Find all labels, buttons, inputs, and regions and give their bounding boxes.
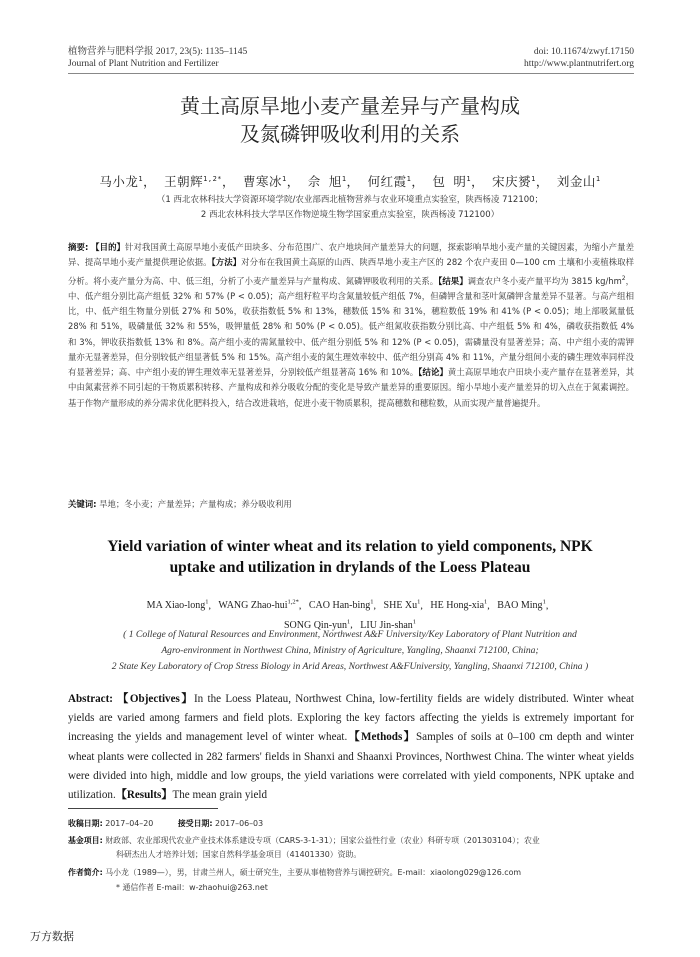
objectives-en: In the Loess Plateau, Northwest China, low-fertility fields are widely distributed. Winter wheat yields are varied among farmers and field plots. Exploring the key factors affecting the yields is extremely important for increasing the yields and management level of winter wheat.: [68, 693, 635, 744]
accepted-date: 2017–06–03: [215, 819, 264, 828]
journal-url[interactable]: http://www.plantnutrifert.org: [523, 59, 634, 69]
author-en: BAO Ming$^1$: [497, 599, 546, 612]
author-en: WANG Zhao-hui$^{1,2*}$: [218, 599, 299, 612]
footnote-corresponding: * 通信作者 E-mail：w-zhaohui@263.net: [116, 883, 268, 892]
footnote-dates: 收稿日期: 2017–04–20 接受日期: 2017–06–03: [68, 819, 264, 828]
author-en: HE Hong-xia$^1$: [430, 599, 488, 612]
objective-cn: 针对我国黄土高原旱地小麦低产田块多、分布范围广、农户地块间产量差异大的问题，探索影响旱地小麦产量的关键因素，为缩小产量差异、提高旱地小麦产量提供理论依据。: [68, 242, 634, 268]
affiliation-en: ( 1 College of Natural Resources and Environment, Northwest A&F University/Key Laboratory of Plant Nutrition and Agro-environment in Northwest China, Ministry of Agriculture, Yangling, Shaanxi 712100, China; 2 State Key Laboratory of Crop Stress Biology in Arid Areas, Northwest A&FUniversity, Yangling, Shaanxi 712100, China ): [111, 629, 589, 672]
abstract-cn-label: 摘要:: [68, 242, 89, 252]
conclusion-cn: 黄土高原旱地农户田块小麦产量存在显著差异，其中由氮素营养不同引起的干物质累积转移、产量构成和养分吸收分配的变化是导致产量差异的重要原因。缩小旱地小麦产量差异的切入点在于氮素调控。基于作物产量形成的养分需求优化肥料投入，结合改进栽培，促进小麦干物质累积，提高穗数和穗粒数，从而实现产量普遍提升。: [68, 367, 635, 408]
author-en: CAO Han-bing$^1$: [308, 599, 374, 612]
author-cn: 宋庆赟$^1$: [492, 174, 536, 189]
journal-name-en: Journal of Plant Nutrition and Fertilizer: [68, 59, 219, 69]
footnote-divider: [68, 808, 218, 809]
results-en: The mean grain yield: [172, 789, 268, 802]
methods-tag-en: 【Methods】: [347, 731, 416, 744]
author-en: SHE Xu$^1$: [383, 599, 421, 612]
author-cn: 马小龙$^1$: [99, 174, 144, 189]
results-tag-cn: 【结果】: [438, 275, 468, 286]
methods-en: Samples of soils at 0–100 cm depth and winter wheat plants were collected in 282 farmers' fields in Shanxi and Shaanxi Provinces, Northwest China. The winter wheat yields were divided into high, middle and low groups, the yield variations were correlated with yield components, NPK uptake and utilization.: [68, 731, 634, 802]
journal-name-cn: 植物营养与肥料学报 2017, 23(5): 1135–1145: [68, 47, 248, 57]
received-date: 2017–04–20: [105, 819, 154, 828]
objectives-tag-en: 【Objectives】: [117, 693, 194, 705]
keywords-cn-text: 旱地；冬小麦；产量差异；产量构成；养分吸收利用: [99, 499, 292, 509]
methods-tag-cn: 【方法】: [211, 257, 242, 268]
author-en: MA Xiao-long$^1$: [146, 599, 209, 612]
objective-tag-cn: 【目的】: [91, 242, 126, 252]
author-cn: 刘金山$^1$: [556, 174, 601, 189]
title-cn-line1: 黄土高原旱地小麦产量差异与产量构成: [180, 94, 520, 118]
title-cn: [0, 92, 700, 148]
title-en: [0, 536, 700, 578]
author-cn: 佘 旭$^1$: [307, 174, 347, 189]
footnote-funding: 基金项目: 财政部、农业部现代农业产业技术体系建设专项（CARS-3-1-31）；国家公益性行业（农业）科研专项（201303104）；农业 科研杰出人才培养计划；国家自然科学基金项目（41401330）资助。: [68, 836, 540, 859]
abstract-en-label: Abstract:: [68, 693, 113, 705]
conclusion-tag-cn: 【结论】: [418, 367, 448, 378]
results-cn-b: ，中、低产组分别比高产组低 32% 和 57% (P < 0.05)；高产组籽粒平均含氮量较低产组低 7%，但磷钾含量和茎叶氮磷钾含量差异不显著。与高产组相比，中、低产组生物量分别低 27% 和 50%，收获指数低 5% 和 13%，穗数低 15% 和 31%，穗粒数低 19% 和 41% (P < 0.05)；地上部吸氮量低 28% 和 51%，吸磷量低 32% 和 55%，吸钾量低 28% 和 50% (P < 0.05)。低产组氮收获指数分别比高、中产组低 5% 和 4%，磷收获指数低 4% 和 3%，钾收获指数低 13% 和 8%。高产组小麦的需氮量较中、低产组分别低 5% 和 12% (P < 0.05)，需磷量没有显著差异；高、中产组小麦的需钾量亦无显著差异，但分别较低产组显著低 5% 和 15%。高产组小麦的氮生理效率较中、低产组分别高 4% 和 11%，产量分组间小麦的磷生理效率同样没有显著差异；高、中产组小麦的钾生理效率无显著差异，分别较低产组显著高 16% 和 10%。: [68, 275, 635, 378]
doi: doi: 10.11674/zwyf.17150: [533, 47, 634, 57]
affiliation-cn: （1 西北农林科技大学资源环境学院/农业部西北植物营养与农业环境重点实验室，陕西杨凌 712100； 2 西北农林科技大学旱区作物逆境生物学国家重点实验室，陕西杨凌 712100）: [156, 195, 544, 220]
methods-cn: 对分布在我国黄土高原的山西、陕西旱地小麦主产区的 282 个农户麦田 0—100 cm 土壤和小麦植株取样分析。将小麦产量分为高、中、低三组，分析了小麦产量差异与产量构成、氮磷钾吸收利用的关系。: [68, 257, 635, 286]
title-en-line1: Yield variation of winter wheat and its relation to yield components, NPK: [107, 538, 593, 555]
authors-cn: 马小龙$^1$， 王朝辉$^{1,2*}$， 曹寒冰$^1$， 佘 旭$^1$， 何红霞$^1$， 包 明$^1$， 宋庆赟$^1$， 刘金山$^1$: [99, 174, 601, 189]
journal-header-right: [524, 46, 634, 70]
abstract-en: [68, 690, 634, 805]
keywords-cn: [68, 498, 634, 510]
abstract-cn: 摘要: 【目的】针对我国黄土高原旱地小麦低产田块多、分布范围广、农户地块间产量差异大的问题，探索影响旱地小麦产量的关键因素，为缩小产量差异、提高旱地小麦产量提供理论依据。【方法】对分布在我国黄土高原的山西、陕西旱地小麦主产区的 282 个农户麦田 0—100 cm 土壤和小麦植株取样分析。将小麦产量分为高、中、低三组，分析了小麦产量差异与产量构成、氮磷钾吸收利用的关系。【结果】调查农户冬小麦产量平均为 3815 $kg/hm^2$，中、低产组分别比高产组低 32% 和 57% (P < 0.05)；高产组籽粒平均含氮量较低产组低 7%，但磷钾含量和茎叶氮磷钾含量差异不显著。与高产组相比，中、低产组生物量分别低 27% 和 50%，收获指数低 5% 和 13%，穗数低 15% 和 31%，穗粒数低 19% 和 41% (P < 0.05)；地上部吸氮量低 28% 和 51%，吸磷量低 32% 和 55%，吸钾量低 28% 和 50% (P < 0.05)。低产组氮收获指数分别比高、中产组低 5% 和 4%，磷收获指数低 4% 和 3%，钾收获指数低 13% 和 8%。高产组小麦的需氮量较中、低产组分别低 5% 和 12% (P < 0.05)，需磷量没有显著差异；高、中产组小麦的需钾量亦无显著差异，但分别较低产组显著低 5% 和 15%。高产组小麦的氮生理效率较中、低产组分别高 4% 和 11%，产量分组间小麦的磷生理效率同样没有显著差异；高、中产组小麦的钾生理效率无显著差异，分别较低产组显著高 16% 和 10%。【结论】黄土高原旱地农户田块小麦产量存在显著差异，其中由氮素营养不同引起的干物质累积转移、产量构成和养分吸收分配的变化是导致产量差异的重要原因。缩小旱地小麦产量差异的切入点在于氮素调控。基于作物产量形成的养分需求优化肥料投入，结合改进栽培，促进小麦干物质累积，提高穗数和穗粒数，从而实现产量普遍提升。: [68, 242, 635, 408]
author-cn: 曹寒冰$^1$: [243, 174, 287, 189]
author-cn: 何红霞$^1$: [367, 174, 412, 189]
header-divider: [68, 73, 634, 74]
author-en: SONG Qin-yun$^1$: [283, 618, 351, 631]
results-cn-a: 调查农户冬小麦产量平均为 3815 kg/hm: [467, 275, 622, 286]
title-en-line2: uptake and utilization in drylands of the Loess Plateau: [169, 559, 531, 576]
author-cn: 王朝辉$^{1,2*}$: [164, 174, 222, 189]
title-cn-line2: 及氮磷钾吸收利用的关系: [240, 122, 460, 146]
wanfang-logo: 万方数据: [30, 930, 74, 943]
results-tag-en: 【Results】: [115, 789, 173, 802]
footnote-author: 作者简介: 马小龙（1989—），男，甘肃兰州人，硕士研究生，主要从事植物营养与调控研究。E-mail：xiaolong029@126.com: [68, 868, 522, 877]
author-en: LIU Jin-shan$^1$: [360, 618, 417, 631]
journal-header-left: [68, 46, 247, 70]
keywords-cn-label: 关键词:: [68, 499, 97, 509]
author-cn: 包 明$^1$: [432, 174, 472, 189]
authors-en: MA Xiao-long$^1$, WANG Zhao-hui$^{1,2*}$, CAO Han-bing$^1$, SHE Xu$^1$, HE Hong-xia$^1$, BAO Ming$^1$, SONG Qin-yun$^1$, LIU Jin-shan$^1$: [146, 599, 554, 631]
